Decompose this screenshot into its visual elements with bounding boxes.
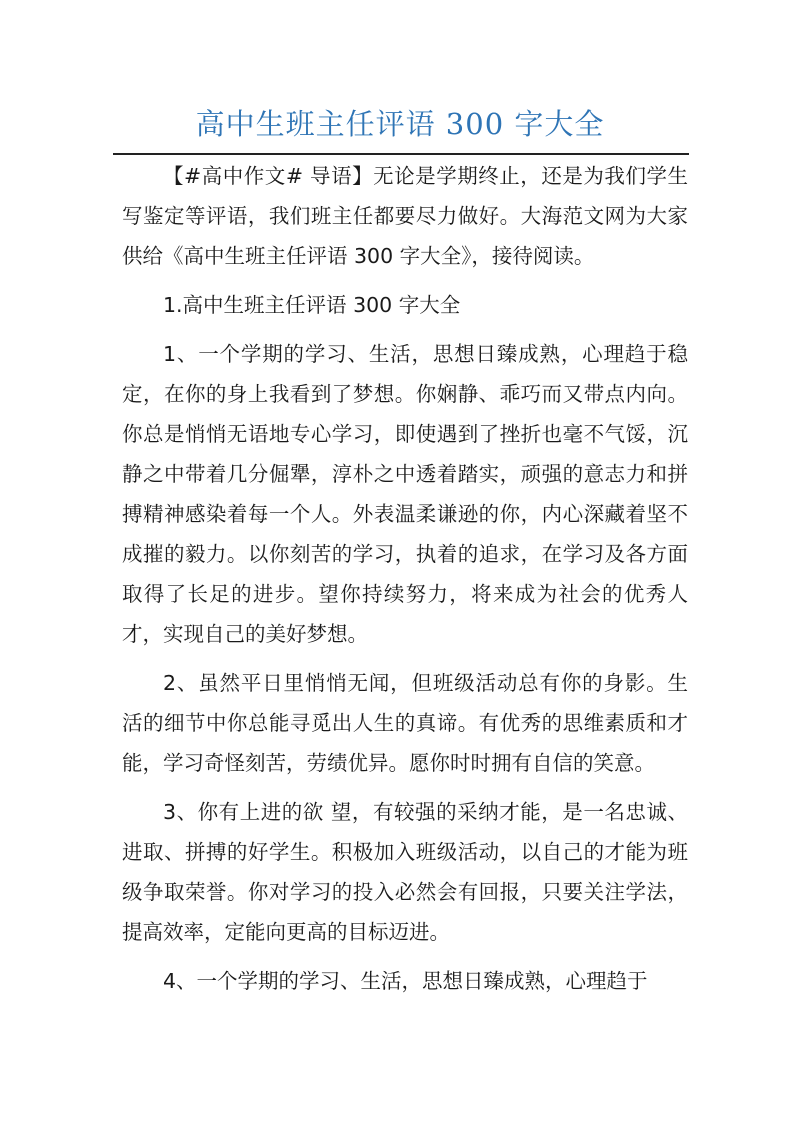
- comment-paragraph-4: 4、一个学期的学习、生活，思想日臻成熟，心理趋于: [163, 969, 648, 993]
- document-title: 高中生班主任评语 300 字大全: [195, 107, 605, 141]
- section-heading: 1.高中生班主任评语 300 字大全: [163, 293, 461, 317]
- intro-paragraph: 【#高中作文# 导语】无论是学期终止，还是为我们学生写鉴定等评语，我们班主任都要尽力做好。大海范文网为大家供给《高中生班主任评语 300 字大全》，接待阅读。: [122, 164, 688, 268]
- comment-paragraph-3: 3、你有上进的欲 望，有较强的采纳才能，是一名忠诚、进取、拼搏的好学生。积极加入班级活动，以自己的才能为班级争取荣誉。你对学习的投入必然会有回报，只要关注学法，提高效率，定能向更高的目标迈进。: [122, 800, 688, 944]
- comment-paragraph-1: 1、一个学期的学习、生活，思想日臻成熟，心理趋于稳定，在你的身上我看到了梦想。你娴静、乖巧而又带点内向。你总是悄悄无语地专心学习，即使遇到了挫折也毫不气馁，沉静之中带着几分倔犟，淳朴之中透着踏实，顽强的意志力和拼搏精神感染着每一个人。外表温柔谦逊的你，内心深藏着坚不成摧的毅力。以你刻苦的学习，执着的追求，在学习及各方面取得了长足的进步。望你持续努力，将来成为社会的优秀人才，实现自己的美好梦想。: [122, 342, 688, 646]
- document-body: [122, 154, 688, 1001]
- comment-paragraph-2: 2、虽然平日里悄悄无闻，但班级活动总有你的身影。生活的细节中你总能寻觅出人生的真谛。有优秀的思维素质和才能，学习奇怪刻苦，劳绩优异。愿你时时拥有自信的笑意。: [122, 671, 688, 775]
